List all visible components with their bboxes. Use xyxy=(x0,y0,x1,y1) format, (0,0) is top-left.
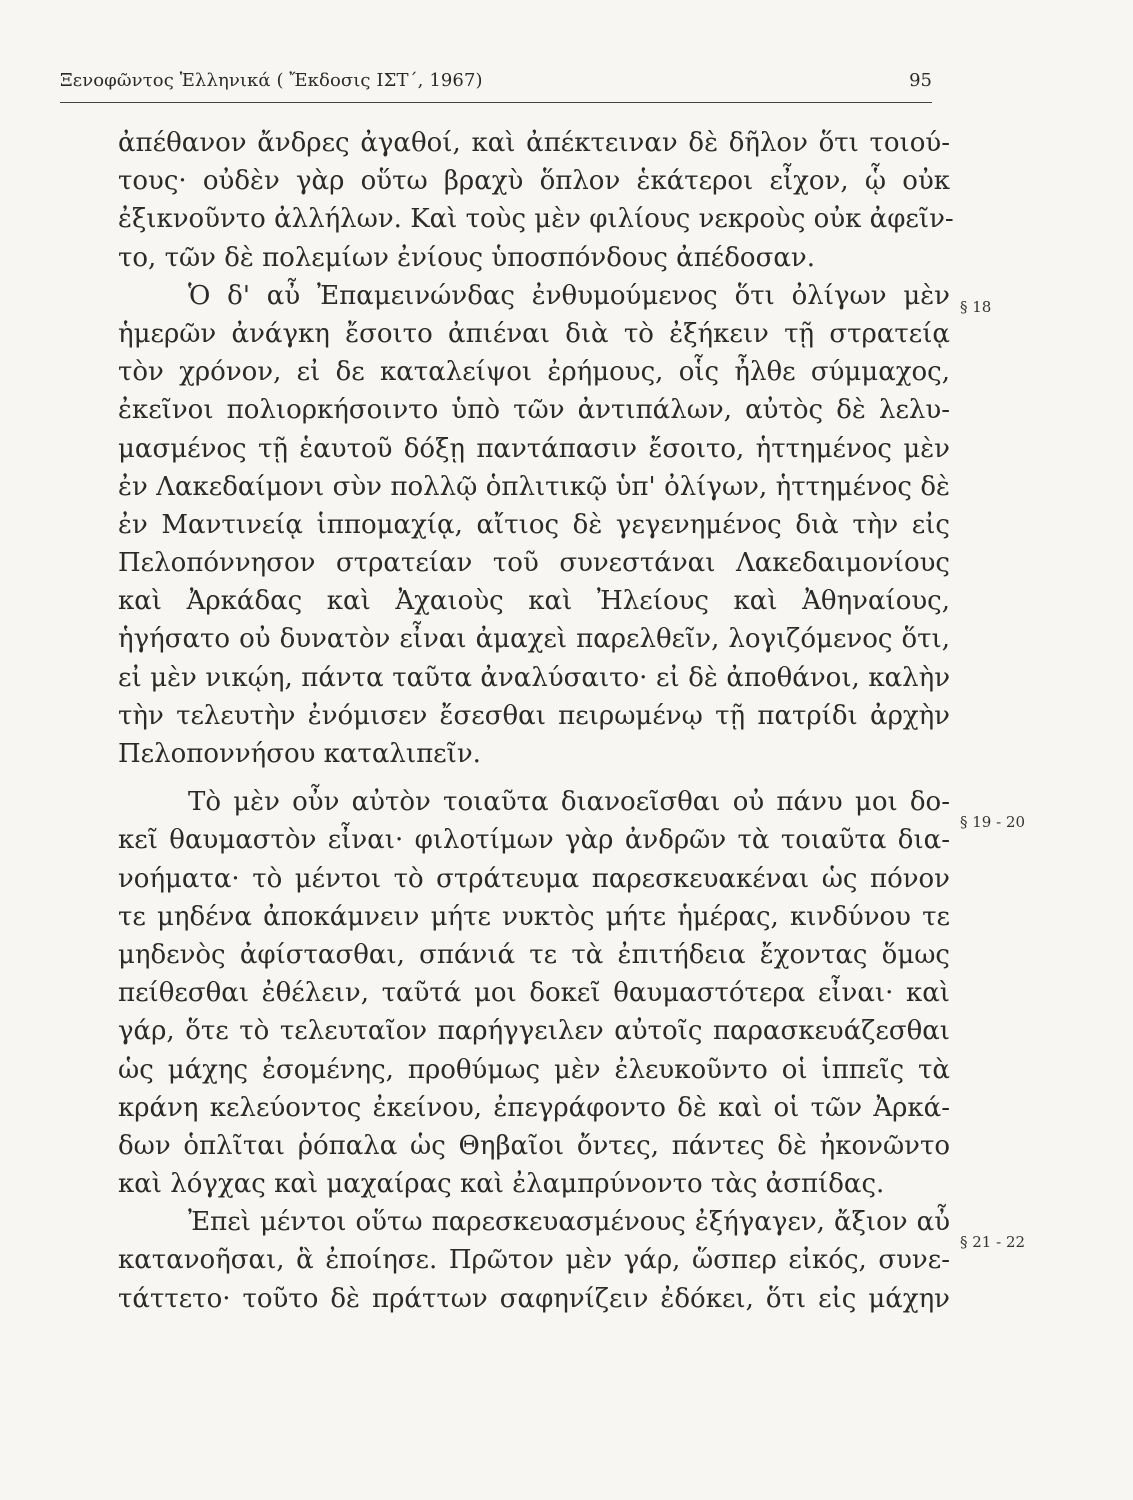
main-text xyxy=(118,124,954,1318)
text-line: κράνη κελεύοντος ἐκείνου, ἐπεγράφοντο δὲ καὶ οἱ τῶν Ἀρκά- xyxy=(118,1092,950,1123)
text-line: κεῖ θαυμαστὸν εἶναι· φιλοτίμων γὰρ ἀνδρῶν τὰ τοιαῦτα δια- xyxy=(118,825,950,856)
text-line: δων ὁπλῖται ῥόπαλα ὡς Θηβαῖοι ὄντες, πάντες δὲ ἠκονῶντο xyxy=(118,1130,950,1161)
text-line: τε μηδένα ἀποκάμνειν μήτε νυκτὸς μήτε ἡμέρας, κινδύνου τε xyxy=(118,901,950,932)
marginal-section-18: § 18 xyxy=(960,298,992,316)
running-header xyxy=(60,70,932,103)
text-line: ἀπέθανον ἄνδρες ἀγαθοί, καὶ ἀπέκτειναν δὲ δῆλον ὅτι τοιού- xyxy=(118,128,950,158)
text-line: ἡμερῶν ἀνάγκη ἔσοιτο ἀπιέναι διὰ τὸ ἐξήκειν τῇ στρατείᾳ xyxy=(118,318,950,349)
marginal-section-19-20: § 19 - 20 xyxy=(960,813,1026,831)
text-line: τάττετο· τοῦτο δὲ πράττων σαφηνίζειν ἐδόκει, ὅτι εἰς μάχην xyxy=(118,1283,950,1314)
text-line: καὶ Ἀρκάδας καὶ Ἀχαιοὺς καὶ Ἠλείους καὶ Ἀθηναίους, xyxy=(118,586,950,617)
page-number: 95 xyxy=(909,70,932,91)
text-line: εἰ μὲν νικῴη, πάντα ταῦτα ἀναλύσαιτο· εἰ δὲ ἀποθάνοι, καλὴν xyxy=(118,662,950,693)
text-line: ἡγήσατο οὐ δυνατὸν εἶναι ἀμαχεὶ παρελθεῖν, λογιζόμενος ὅτι, xyxy=(118,624,950,655)
text-line: Ὁ δ' αὖ Ἐπαμεινώνδας ἐνθυμούμενος ὅτι ὀλίγων μὲν xyxy=(188,280,950,311)
text-line: μασμένος τῇ ἑαυτοῦ δόξῃ παντάπασιν ἔσοιτο, ἡττημένος μὲν xyxy=(118,433,950,464)
text-line: κατανοῆσαι, ἃ ἐποίησε. Πρῶτον μὲν γάρ, ὥσπερ εἰκός, συνε- xyxy=(118,1245,950,1276)
text-line: Πελοπόννησον στρατείαν τοῦ συνεστάναι Λακεδαιμονίους xyxy=(118,548,950,579)
text-line: τους· οὐδὲν γὰρ οὕτω βραχὺ ὅπλον ἑκάτεροι εἶχον, ᾧ οὐκ xyxy=(118,166,950,197)
text-line: μηδενὸς ἀφίστασθαι, σπάνιά τε τὰ ἐπιτήδεια ἔχοντας ὅμως xyxy=(118,939,950,970)
text-line: πείθεσθαι ἐθέλειν, ταῦτά μοι δοκεῖ θαυμαστότερα εἶναι· καὶ xyxy=(118,978,950,1009)
text-line: ἐξικνοῦντο ἀλλήλων. Καὶ τοὺς μὲν φιλίους νεκροὺς οὐκ ἀφεῖν- xyxy=(118,204,954,235)
text-line: καὶ λόγχας καὶ μαχαίρας καὶ ἐλαμπρύνοντο τὰς ἀσπίδας. xyxy=(118,1169,885,1200)
running-title: Ξενοφῶντος Ἑλληνικά ( Ἔκδοσις ΙΣΤ΄, 1967) xyxy=(60,70,483,91)
text-line: ὡς μάχης ἐσομένης, προθύμως μὲν ἐλευκοῦντο οἱ ἱππεῖς τὰ xyxy=(118,1054,950,1085)
text-line: γάρ, ὅτε τὸ τελευταῖον παρήγγειλεν αὐτοῖς παρασκευάζεσθαι xyxy=(118,1016,950,1047)
text-line: Πελοποννήσου καταλιπεῖν. xyxy=(118,739,481,769)
text-line: το, τῶν δὲ πολεμίων ἐνίους ὑποσπόνδους ἀπέδοσαν. xyxy=(118,242,815,273)
marginal-section-21-22: § 21 - 22 xyxy=(960,1233,1026,1251)
text-line: τὴν τελευτὴν ἐνόμισεν ἔσεσθαι πειρωμένῳ τῇ πατρίδι ἀρχὴν xyxy=(118,700,950,731)
text-line: ἐν Λακεδαίμονι σὺν πολλῷ ὁπλιτικῷ ὑπ' ὀλίγων, ἡττημένος δὲ xyxy=(118,471,950,502)
text-line: νοήματα· τὸ μέντοι τὸ στράτευμα παρεσκευακέναι ὡς πόνον xyxy=(118,863,950,894)
text-line: Ἐπεὶ μέντοι οὕτω παρεσκευασμένους ἐξήγαγεν, ἄξιον αὖ xyxy=(188,1207,950,1238)
text-line: τὸν χρόνον, εἰ δε καταλείψοι ἐρήμους, οἷς ἦλθε σύμμαχος, xyxy=(118,357,950,388)
text-line: ἐν Μαντινείᾳ ἱππομαχίᾳ, αἴτιος δὲ γεγενημένος διὰ τὴν εἰς xyxy=(118,509,950,540)
text-line: Τὸ μὲν οὖν αὐτὸν τοιαῦτα διανοεῖσθαι οὐ πάνυ μοι δο- xyxy=(188,787,950,818)
text-line: ἐκεῖνοι πολιορκήσοιντο ὑπὸ τῶν ἀντιπάλων, αὐτὸς δὲ λελυ- xyxy=(118,395,950,426)
